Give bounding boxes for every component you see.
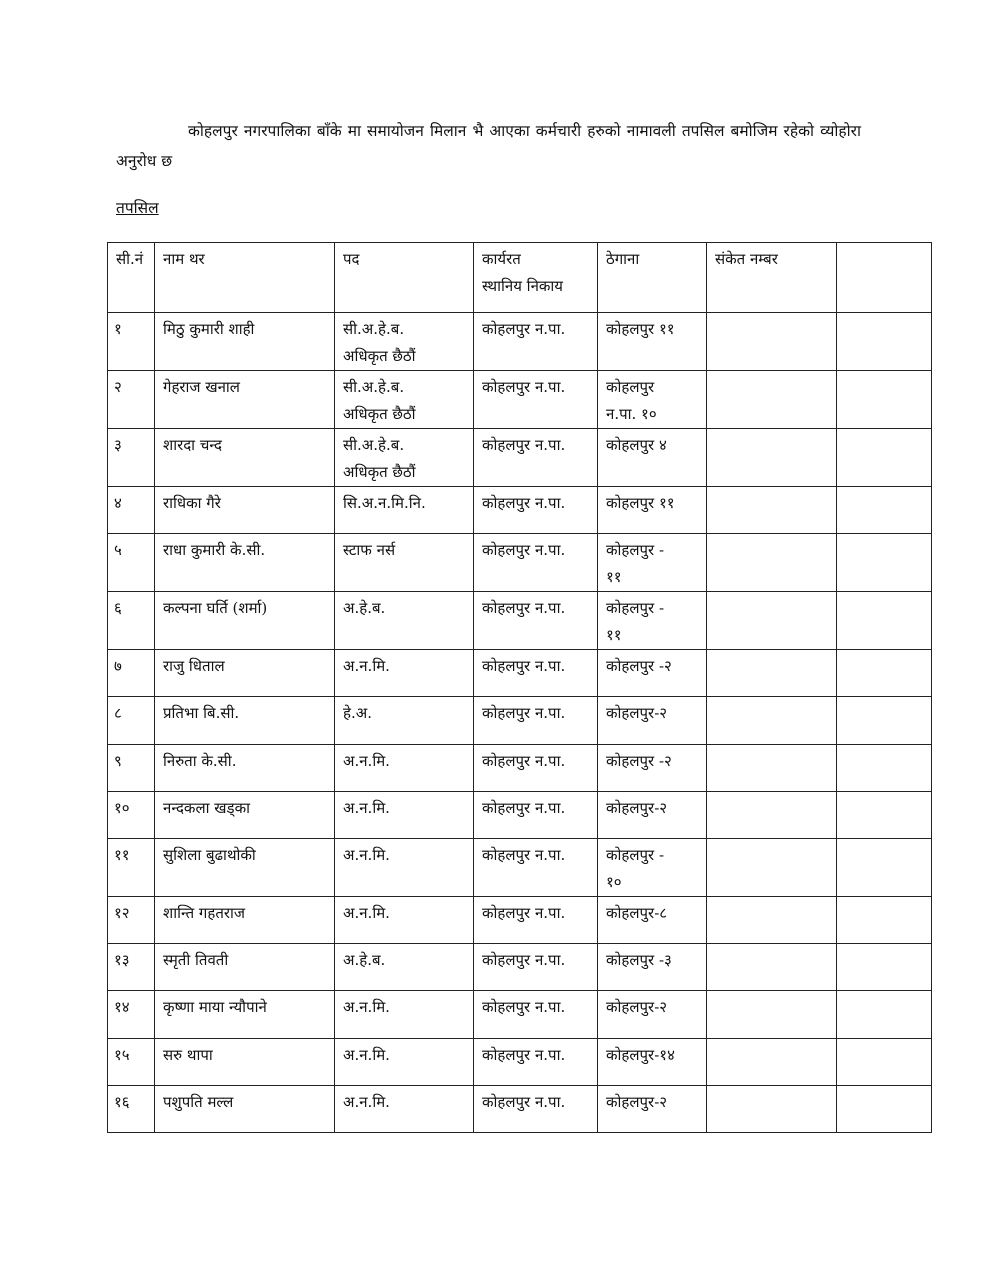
cell-office: कोहलपुर न.पा. [474,592,598,650]
cell-code [707,838,837,896]
table-row [108,697,932,744]
cell-post: अ.न.मि. [335,896,474,943]
cell-office: कोहलपुर न.पा. [474,896,598,943]
cell-extra [837,487,932,534]
cell-extra [837,1085,932,1132]
cell-name: राधा कुमारी के.सी. [155,534,335,592]
cell-sn: १२ [108,896,155,943]
cell-address: कोहलपुर - १० [598,838,707,896]
header-name: नाम थर [155,243,335,313]
intro-paragraph: कोहलपुर नगरपालिका बाँके मा समायोजन मिलान भै आएका कर्मचारी हरुको नामावली तपसिल बमोजिम रहेको व्योहोरा अनुरोध छ [116,122,861,170]
cell-sn: १ [108,313,155,371]
cell-name: राजु धिताल [155,650,335,697]
cell-extra [837,991,932,1038]
cell-extra [837,896,932,943]
cell-post: सी.अ.हे.ब. अधिकृत छैठौं [335,371,474,429]
cell-sn: ३ [108,429,155,487]
cell-name: सरु थापा [155,1038,335,1085]
cell-sn: १४ [108,991,155,1038]
cell-post: स्टाफ नर्स [335,534,474,592]
cell-code [707,1038,837,1085]
cell-post: सि.अ.न.मि.नि. [335,487,474,534]
cell-code [707,487,837,534]
cell-address: कोहलपुर-२ [598,697,707,744]
cell-extra [837,944,932,991]
table-row [108,650,932,697]
cell-office: कोहलपुर न.पा. [474,697,598,744]
cell-code [707,991,837,1038]
cell-post: अ.न.मि. [335,1085,474,1132]
cell-post: हे.अ. [335,697,474,744]
cell-extra [837,650,932,697]
header-office: कार्यरत स्थानिय निकाय [474,243,598,313]
cell-name: मिठु कुमारी शाही [155,313,335,371]
cell-code [707,1085,837,1132]
table-row [108,534,932,592]
cell-office: कोहलपुर न.पा. [474,1038,598,1085]
cell-post: अ.हे.ब. [335,592,474,650]
cell-sn: ११ [108,838,155,896]
cell-office: कोहलपुर न.पा. [474,944,598,991]
cell-code [707,944,837,991]
cell-extra [837,313,932,371]
table-row [108,896,932,943]
cell-name: नन्दकला खड्का [155,791,335,838]
cell-address: कोहलपुर न.पा. १० [598,371,707,429]
cell-address: कोहलपुर ४ [598,429,707,487]
cell-office: कोहलपुर न.पा. [474,313,598,371]
cell-address: कोहलपुर - ११ [598,534,707,592]
cell-address: कोहलपुर ११ [598,487,707,534]
cell-office: कोहलपुर न.पा. [474,991,598,1038]
cell-name: शारदा चन्द [155,429,335,487]
cell-name: राधिका गैरे [155,487,335,534]
table-row [108,838,932,896]
header-code: संकेत नम्बर [707,243,837,313]
cell-sn: ९ [108,744,155,791]
cell-post: सी.अ.हे.ब. अधिकृत छैठौं [335,313,474,371]
cell-name: पशुपति मल्ल [155,1085,335,1132]
table-row [108,487,932,534]
cell-name: प्रतिभा बि.सी. [155,697,335,744]
table-row [108,592,932,650]
cell-name: गेहराज खनाल [155,371,335,429]
cell-address: कोहलपुर ११ [598,313,707,371]
cell-extra [837,592,932,650]
cell-code [707,697,837,744]
table-header-row [108,243,932,313]
cell-sn: २ [108,371,155,429]
cell-sn: १५ [108,1038,155,1085]
cell-code [707,313,837,371]
table-row [108,944,932,991]
cell-extra [837,371,932,429]
cell-address: कोहलपुर - ११ [598,592,707,650]
cell-sn: १६ [108,1085,155,1132]
cell-office: कोहलपुर न.पा. [474,429,598,487]
cell-post: अ.हे.ब. [335,944,474,991]
cell-address: कोहलपुर -३ [598,944,707,991]
table-row [108,313,932,371]
cell-extra [837,534,932,592]
cell-address: कोहलपुर-२ [598,991,707,1038]
table-row [108,991,932,1038]
cell-name: स्मृती तिवती [155,944,335,991]
cell-extra [837,838,932,896]
cell-office: कोहलपुर न.पा. [474,371,598,429]
cell-code [707,896,837,943]
section-label: तपसिल [116,199,159,217]
cell-extra [837,429,932,487]
cell-sn: ८ [108,697,155,744]
table-row [108,791,932,838]
cell-address: कोहलपुर-२ [598,791,707,838]
header-post: पद [335,243,474,313]
cell-sn: १३ [108,944,155,991]
cell-address: कोहलपुर -२ [598,650,707,697]
cell-address: कोहलपुर-१४ [598,1038,707,1085]
table-row [108,1038,932,1085]
staff-table [107,242,932,1133]
cell-office: कोहलपुर न.पा. [474,791,598,838]
cell-extra [837,791,932,838]
cell-code [707,592,837,650]
table-row [108,1085,932,1132]
cell-extra [837,697,932,744]
cell-address: कोहलपुर-२ [598,1085,707,1132]
cell-sn: ६ [108,592,155,650]
cell-post: अ.न.मि. [335,650,474,697]
cell-sn: १० [108,791,155,838]
cell-post: सी.अ.हे.ब. अधिकृत छैठौं [335,429,474,487]
cell-office: कोहलपुर न.पा. [474,744,598,791]
cell-sn: ४ [108,487,155,534]
cell-code [707,371,837,429]
cell-code [707,650,837,697]
cell-office: कोहलपुर न.पा. [474,838,598,896]
cell-code [707,744,837,791]
cell-address: कोहलपुर -२ [598,744,707,791]
cell-sn: ७ [108,650,155,697]
cell-name: निरुता के.सी. [155,744,335,791]
cell-office: कोहलपुर न.पा. [474,650,598,697]
table-row [108,744,932,791]
cell-post: अ.न.मि. [335,791,474,838]
cell-post: अ.न.मि. [335,744,474,791]
cell-code [707,534,837,592]
cell-post: अ.न.मि. [335,991,474,1038]
cell-name: कृष्णा माया न्यौपाने [155,991,335,1038]
header-address: ठेगाना [598,243,707,313]
cell-office: कोहलपुर न.पा. [474,487,598,534]
cell-extra [837,1038,932,1085]
cell-extra [837,744,932,791]
cell-code [707,429,837,487]
cell-address: कोहलपुर-८ [598,896,707,943]
cell-code [707,791,837,838]
cell-name: कल्पना घर्ति (शर्मा) [155,592,335,650]
cell-name: शान्ति गहतराज [155,896,335,943]
cell-office: कोहलपुर न.पा. [474,1085,598,1132]
cell-post: अ.न.मि. [335,1038,474,1085]
header-sn: सी.नं [108,243,155,313]
cell-name: सुशिला बुढाथोकी [155,838,335,896]
cell-office: कोहलपुर न.पा. [474,534,598,592]
cell-post: अ.न.मि. [335,838,474,896]
table-row [108,429,932,487]
cell-sn: ५ [108,534,155,592]
table-row [108,371,932,429]
header-extra [837,243,932,313]
